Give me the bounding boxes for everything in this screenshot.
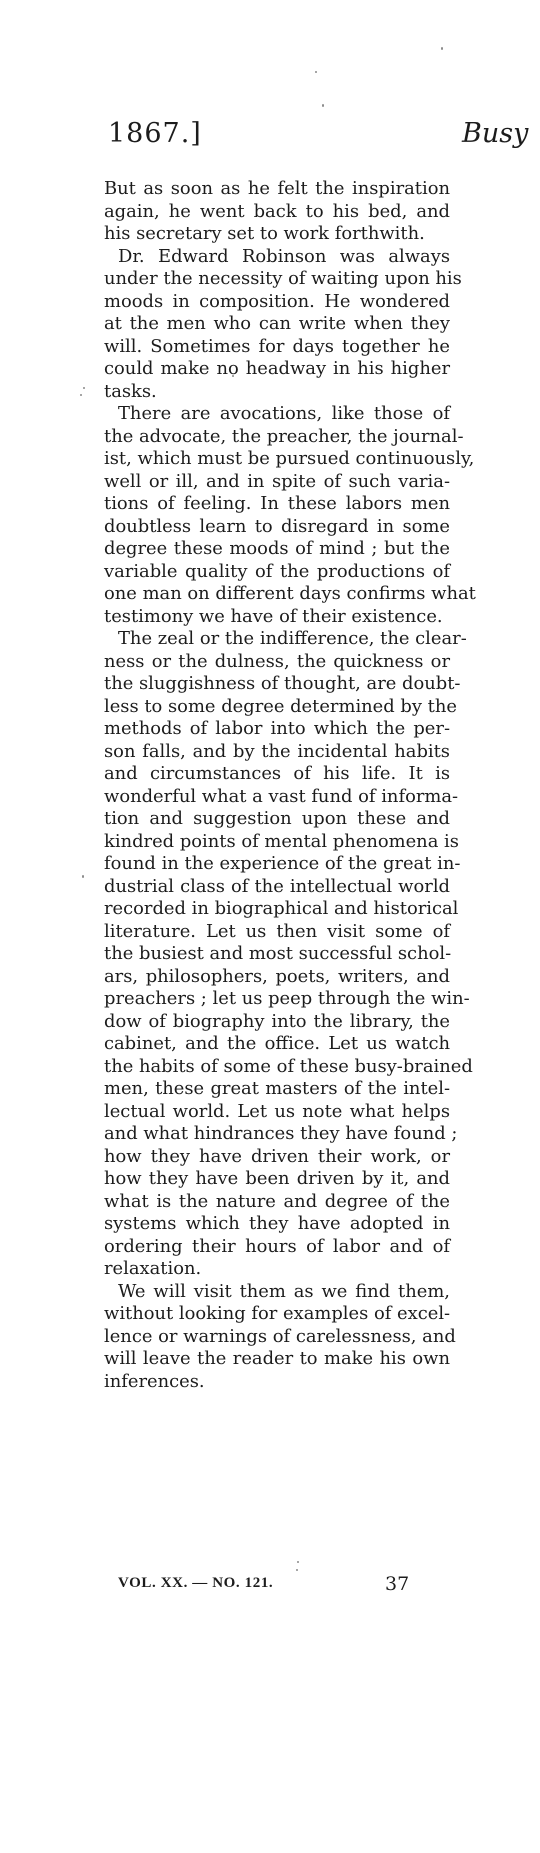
text-line: without looking for examples of excel- — [104, 1303, 451, 1324]
text-line: ness or the dulness, the quickness or — [104, 650, 450, 672]
text-line: ordering their hours of labor and of — [104, 1235, 450, 1257]
text-line: degree these moods of mind ; but the — [104, 538, 450, 559]
text-line: his secretary set to work forthwith. — [104, 223, 425, 244]
text-line: doubtless learn to disregard in some — [104, 515, 450, 537]
text-line: tions of feeling. In these labors men — [104, 493, 450, 514]
text-line: cabinet, and the office. Let us watch — [104, 1033, 450, 1054]
text-line: the busiest and most successful schol- — [104, 943, 452, 964]
running-title: Busy — [462, 118, 529, 149]
text-line: the sluggishness of thought, are doubt- — [104, 673, 461, 694]
text-line: variable quality of the productions of — [104, 560, 450, 582]
text-line: could make no headway in his higher — [104, 358, 450, 379]
text-line: under the necessity of waiting upon his — [104, 268, 462, 289]
page-speck — [83, 387, 85, 389]
signature-mark: VOL. XX. — NO. 121. — [118, 1575, 274, 1591]
text-line: the advocate, the preacher, the journal- — [104, 425, 464, 447]
text-line: tasks. — [104, 380, 157, 402]
page-speck — [82, 875, 84, 878]
text-line: how they have been driven by it, and — [104, 1168, 450, 1189]
text-line: and what hindrances they have found ; — [104, 1123, 458, 1144]
text-line: what is the nature and degree of the — [104, 1190, 450, 1212]
text-line: wonderful what a vast fund of informa- — [104, 785, 459, 807]
text-line: how they have driven their work, or — [104, 1145, 450, 1167]
text-line: dustrial class of the intellectual world — [104, 875, 450, 897]
text-line: will. Sometimes for days together he — [104, 335, 450, 357]
text-line: dow of biography into the library, the — [104, 1010, 450, 1032]
text-line: inferences. — [104, 1370, 205, 1392]
text-line: lectual world. Let us note what helps — [104, 1100, 450, 1122]
text-line: and circumstances of his life. It is — [104, 763, 450, 784]
text-line: lence or warnings of carelessness, and — [104, 1325, 456, 1347]
text-line: systems which they have adopted in — [104, 1213, 450, 1234]
text-line: testimony we have of their existence. — [104, 605, 443, 627]
page-speck — [441, 47, 443, 50]
text-line: recorded in biographical and historical — [104, 898, 459, 919]
text-line: kindred points of mental phenomena is — [104, 830, 459, 852]
text-line: But as soon as he felt the inspiration — [104, 178, 450, 199]
page-speck — [297, 1561, 299, 1563]
page-footer — [0, 1571, 540, 1601]
text-line: one man on different days confirms what — [104, 583, 476, 604]
text-line: the habits of some of these busy-brained — [104, 1055, 473, 1077]
text-line: well or ill, and in spite of such varia- — [104, 470, 450, 492]
text-line: relaxation. — [104, 1258, 202, 1279]
text-line: preachers ; let us peep through the win- — [104, 988, 470, 1009]
text-line: Dr. Edward Robinson was always — [118, 245, 450, 267]
header-year: 1867.] — [108, 118, 202, 149]
text-line: ist, which must be pursued continuously, — [104, 448, 475, 469]
page-speck — [315, 71, 317, 73]
text-line: son falls, and by the incidental habits — [104, 740, 450, 762]
text-line: tion and suggestion upon these and — [104, 808, 450, 829]
page-number: 37 — [385, 1573, 410, 1595]
text-line: ars, philosophers, poets, writers, and — [104, 965, 450, 987]
text-line: will leave the reader to make his own — [104, 1348, 450, 1369]
text-line: again, he went back to his bed, and — [104, 200, 450, 222]
text-line: methods of labor into which the per- — [104, 718, 450, 739]
page-speck — [322, 104, 324, 107]
text-line: less to some degree determined by the — [104, 695, 457, 717]
page-speck — [80, 394, 82, 396]
text-line: We will visit them as we find them, — [118, 1280, 450, 1302]
running-head — [0, 118, 540, 158]
text-line: The zeal or the indifference, the clear- — [118, 628, 467, 649]
text-line: found in the experience of the great in- — [104, 853, 461, 874]
text-line: at the men who can write when they — [104, 313, 450, 334]
text-line: men, these great masters of the intel- — [104, 1078, 450, 1099]
text-line: literature. Let us then visit some of — [104, 920, 450, 942]
text-line: moods in composition. He wondered — [104, 290, 450, 312]
body-text — [104, 178, 476, 1393]
text-line: There are avocations, like those of — [118, 403, 450, 424]
